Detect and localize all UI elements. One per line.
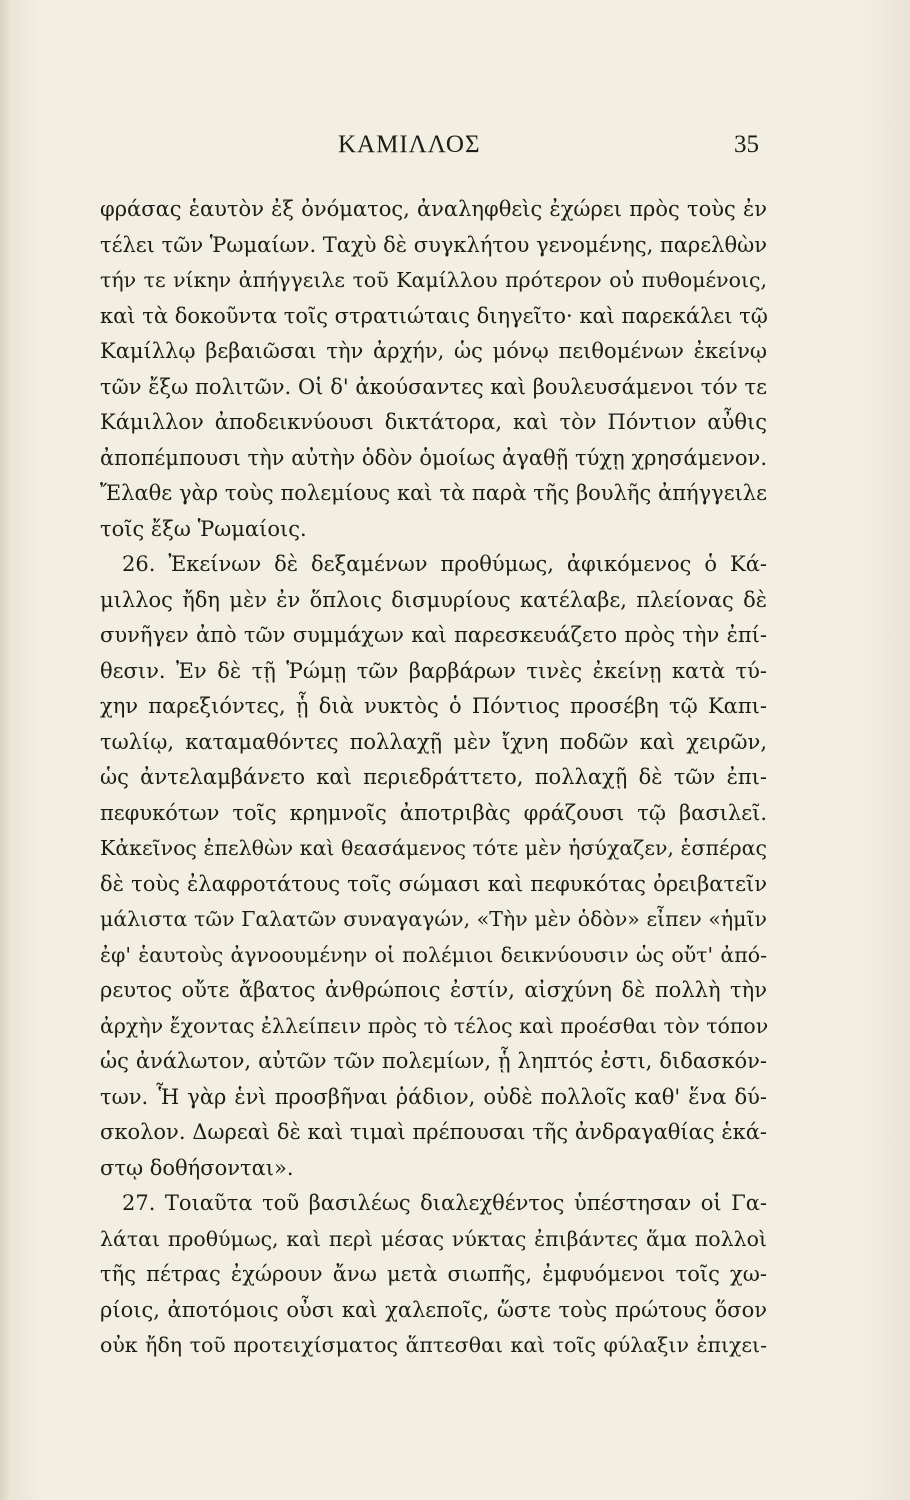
text-line: 26. Ἐκείνων δὲ δεξαμένων προθύμως, ἀφικόμενος ὁ Κά- xyxy=(122,552,767,576)
text-line: πεφυκότων τοῖς κρημνοῖς ἀποτριβὰς φράζουσι τῷ βασιλεῖ. xyxy=(100,800,767,825)
text-line: ρίοις, ἀποτόμοις οὖσι καὶ χαλεποῖς, ὥστε τοὺς πρώτους ὅσον xyxy=(100,1297,767,1322)
text-line: τῆς πέτρας ἐχώρουν ἄνω μετὰ σιωπῆς, ἐμφυόμενοι τοῖς χω- xyxy=(100,1262,767,1286)
text-line: Καμίλλῳ βεβαιῶσαι τὴν ἀρχήν, ὡς μόνῳ πειθομένων ἐκείνῳ xyxy=(100,339,767,363)
page-gutter-shadow xyxy=(0,0,18,1500)
text-line: ὡς ἀντελαμβάνετο καὶ περιεδράττετο, πολλαχῇ δὲ τῶν ἐπι- xyxy=(100,765,767,789)
page-header xyxy=(0,130,910,170)
text-line: τοῖς ἔξω Ῥωμαίοις. xyxy=(100,516,307,541)
text-line: ὡς ἀνάλωτον, αὐτῶν τῶν πολεμίων, ᾗ ληπτός ἐστι, διδασκόν- xyxy=(100,1049,767,1073)
text-line: σκολον. Δωρεαὶ δὲ καὶ τιμαὶ πρέπουσαι τῆς ἀνδραγαθίας ἑκά- xyxy=(100,1120,767,1144)
text-line: θεσιν. Ἐν δὲ τῇ Ῥώμῃ τῶν βαρβάρων τινὲς ἐκείνῃ κατὰ τύ- xyxy=(100,658,767,683)
page-number: 35 xyxy=(734,131,759,158)
text-line: τέλει τῶν Ῥωμαίων. Ταχὺ δὲ συγκλήτου γενομένης, παρελθὼν xyxy=(100,232,767,257)
text-line: ἀρχὴν ἔχοντας ἐλλείπειν πρὸς τὸ τέλος καὶ προέσθαι τὸν τόπον xyxy=(100,1013,769,1038)
text-line: συνῆγεν ἀπὸ τῶν συμμάχων καὶ παρεσκευάζετο πρὸς τὴν ἐπί- xyxy=(100,623,767,647)
text-line: ρευτος οὔτε ἄβατος ἀνθρώποις ἐστίν, αἰσχύνη δὲ πολλὴ τὴν xyxy=(100,978,767,1002)
text-line: λάται προθύμως, καὶ περὶ μέσας νύκτας ἐπιβάντες ἅμα πολλοὶ xyxy=(100,1226,767,1251)
text-line: καὶ τὰ δοκοῦντα τοῖς στρατιώταις διηγεῖτο· καὶ παρεκάλει τῷ xyxy=(100,303,768,328)
text-line: στῳ δοθήσονται». xyxy=(100,1155,294,1180)
text-line: τήν τε νίκην ἀπήγγειλε τοῦ Καμίλλου πρότερον οὐ πυθομένοις, xyxy=(100,268,767,292)
text-line: δὲ τοὺς ἐλαφροτάτους τοῖς σώμασι καὶ πεφυκότας ὀρειβατεῖν xyxy=(100,871,767,896)
text-line: Ἔλαθε γὰρ τοὺς πολεμίους καὶ τὰ παρὰ τῆς βουλῆς ἀπήγγειλε xyxy=(100,481,767,505)
text-line: οὐκ ἤδη τοῦ προτειχίσματος ἅπτεσθαι καὶ τοῖς φύλαξιν ἐπιχει- xyxy=(100,1333,767,1357)
text-line: χην παρεξιόντες, ᾗ διὰ νυκτὸς ὁ Πόντιος προσέβη τῷ Καπι- xyxy=(100,694,767,718)
text-line: Κἀκεῖνος ἐπελθὼν καὶ θεασάμενος τότε μὲν ἡσύχαζεν, ἑσπέρας xyxy=(100,836,767,860)
text-line: ἐφ' ἑαυτοὺς ἀγνοουμένην οἱ πολέμιοι δεικνύουσιν ὡς οὔτ' ἀπό- xyxy=(100,942,767,967)
text-line: τωλίῳ, καταμαθόντες πολλαχῇ μὲν ἴχνη ποδῶν καὶ χειρῶν, xyxy=(100,729,767,754)
text-line: τῶν ἔξω πολιτῶν. Οἱ δ' ἀκούσαντες καὶ βουλευσάμενοι τόν τε xyxy=(100,374,767,399)
text-line: ἀποπέμπουσι τὴν αὐτὴν ὁδὸν ὁμοίως ἀγαθῇ τύχῃ χρησάμενον. xyxy=(100,445,767,470)
text-line: μάλιστα τῶν Γαλατῶν συναγαγών, «Τὴν μὲν ὁδὸν» εἶπεν «ἡμῖν xyxy=(100,907,767,931)
text-line: φράσας ἑαυτὸν ἐξ ὀνόματος, ἀναληφθεὶς ἐχώρει πρὸς τοὺς ἐν xyxy=(100,197,767,221)
text-line: μιλλος ἤδη μὲν ἐν ὅπλοις δισμυρίους κατέλαβε, πλείονας δὲ xyxy=(100,587,767,612)
body-text xyxy=(100,192,767,1364)
text-line: Κάμιλλον ἀποδεικνύουσι δικτάτορα, καὶ τὸν Πόντιον αὖθις xyxy=(100,410,767,434)
text-line: 27. Τοιαῦτα τοῦ βασιλέως διαλεχθέντος ὑπέστησαν οἱ Γα- xyxy=(122,1191,767,1215)
text-line: των. Ἧ γὰρ ἑνὶ προσβῆναι ῥάδιον, οὐδὲ πολλοῖς καθ' ἕνα δύ- xyxy=(100,1084,767,1109)
running-title: ΚΑΜΙΛΛΟΣ xyxy=(338,131,481,158)
